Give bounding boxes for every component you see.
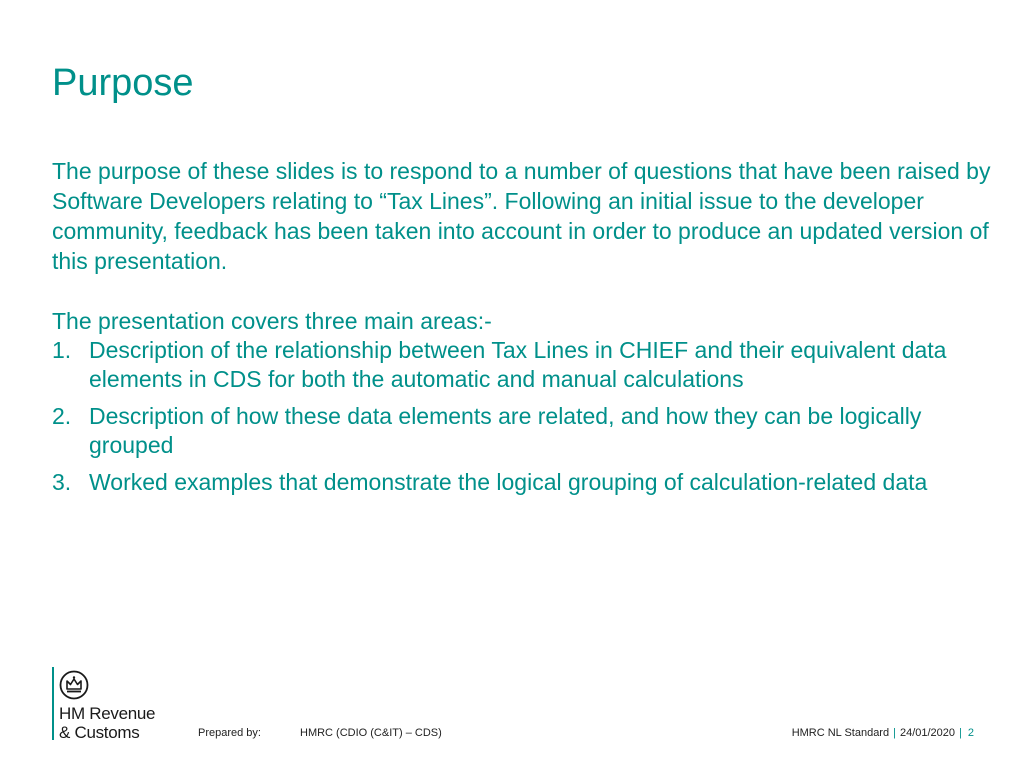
list-item-text: Description of how these data elements are related, and how they can be logically grouped (89, 403, 922, 458)
areas-list (52, 336, 992, 497)
royal-crest-icon (59, 670, 89, 700)
slide-body (52, 156, 992, 505)
brand-name (59, 704, 155, 742)
list-item-text: Description of the relationship between Tax Lines in CHIEF and their equivalent data elements in CDS for both the automatic and manual calculations (89, 337, 947, 392)
classification-label: HMRC NL Standard (791, 727, 890, 739)
list-item (52, 468, 992, 497)
page-title: Purpose (52, 62, 194, 104)
list-item-number: 1. (52, 337, 72, 363)
footer-separator: | (959, 727, 962, 739)
footer-separator: | (893, 727, 896, 739)
list-item-number: 3. (52, 469, 72, 495)
prepared-by-value: HMRC (CDIO (C&IT) – CDS) (300, 727, 442, 739)
page-number: 2 (967, 727, 974, 739)
list-item (52, 336, 992, 394)
brand-divider (52, 667, 54, 740)
list-item-text: Worked examples that demonstrate the logical grouping of calculation-related data (89, 469, 928, 495)
prepared-by-label: Prepared by: (198, 727, 261, 739)
date-label: 24/01/2020 (899, 727, 956, 739)
footer (0, 660, 1024, 768)
list-item (52, 402, 992, 460)
intro-paragraph: The purpose of these slides is to respond to a number of questions that have been raised by Software Developers relating to “Tax Lines”. Following an initial issue to the developer community, feedback has been taken into account in order to produce an updated version of this presentation. (52, 158, 991, 274)
footer-meta (792, 727, 974, 739)
areas-heading: The presentation covers three main areas:- (52, 308, 492, 334)
list-item-number: 2. (52, 403, 72, 429)
brand-line-2: & Customs (59, 723, 140, 742)
brand-line-1: HM Revenue (59, 704, 156, 723)
